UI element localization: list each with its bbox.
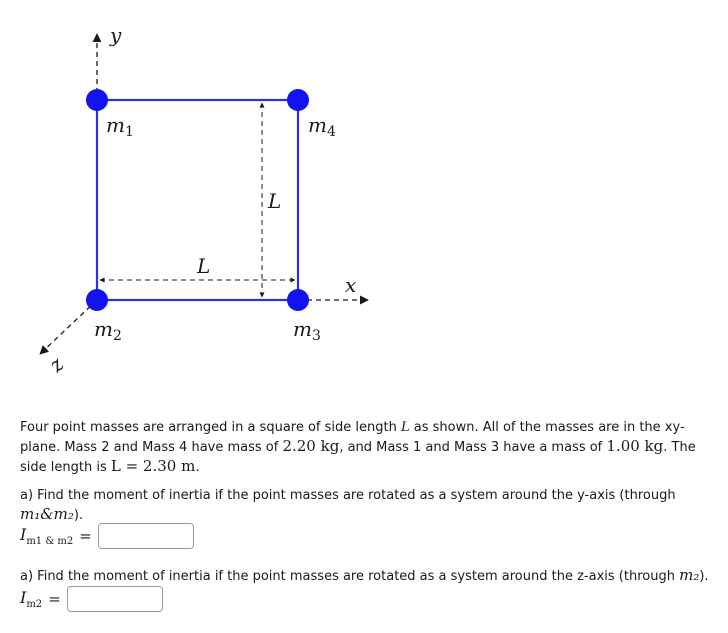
side-label-vertical: L: [268, 189, 282, 213]
z-axis: [40, 300, 97, 354]
answer-row-b: [20, 586, 163, 612]
mass-4-dot: [287, 89, 309, 111]
side-label-horizontal: L: [197, 254, 211, 278]
mass-2-dot: [86, 289, 108, 311]
z-axis-label: z: [43, 352, 69, 377]
answer-row-a: [20, 523, 194, 549]
mass-4-label: $m_4$: [308, 113, 336, 140]
mass-1-dot: [86, 89, 108, 111]
mass-1-label: $m_1$: [106, 113, 134, 140]
answer-a-input[interactable]: [98, 523, 194, 549]
answer-b-input[interactable]: [67, 586, 163, 612]
y-axis-label: y: [110, 23, 122, 47]
mass-2-label: $m_2$: [94, 317, 122, 344]
question-part-a: a) Find the moment of inertia if the point masses are rotated as a system around the y-axis (through m₁&m₂).: [20, 488, 676, 523]
mass-3-label: $m_3$: [293, 317, 321, 344]
answer-b-label: $I_{m2}$: [20, 588, 43, 610]
problem-intro: Four point masses are arranged in a square of side length L as shown. All of the masses are in the xy-plane. Mass 2 and Mass 4 have mass of 2.20 kg, and Mass 1 and Mass 3 have a mass of 1.00 kg. The side length is L = 2.30 m.: [20, 420, 696, 475]
mass-3-dot: [287, 289, 309, 311]
x-axis-label: x: [345, 273, 357, 297]
answer-a-equals: =: [79, 527, 92, 545]
question-part-b: a) Find the moment of inertia if the point masses are rotated as a system around the z-axis (through m₂).: [20, 566, 709, 584]
answer-b-equals: =: [48, 590, 61, 608]
answer-a-label: $I_{m1 \& m2}$: [20, 525, 74, 547]
